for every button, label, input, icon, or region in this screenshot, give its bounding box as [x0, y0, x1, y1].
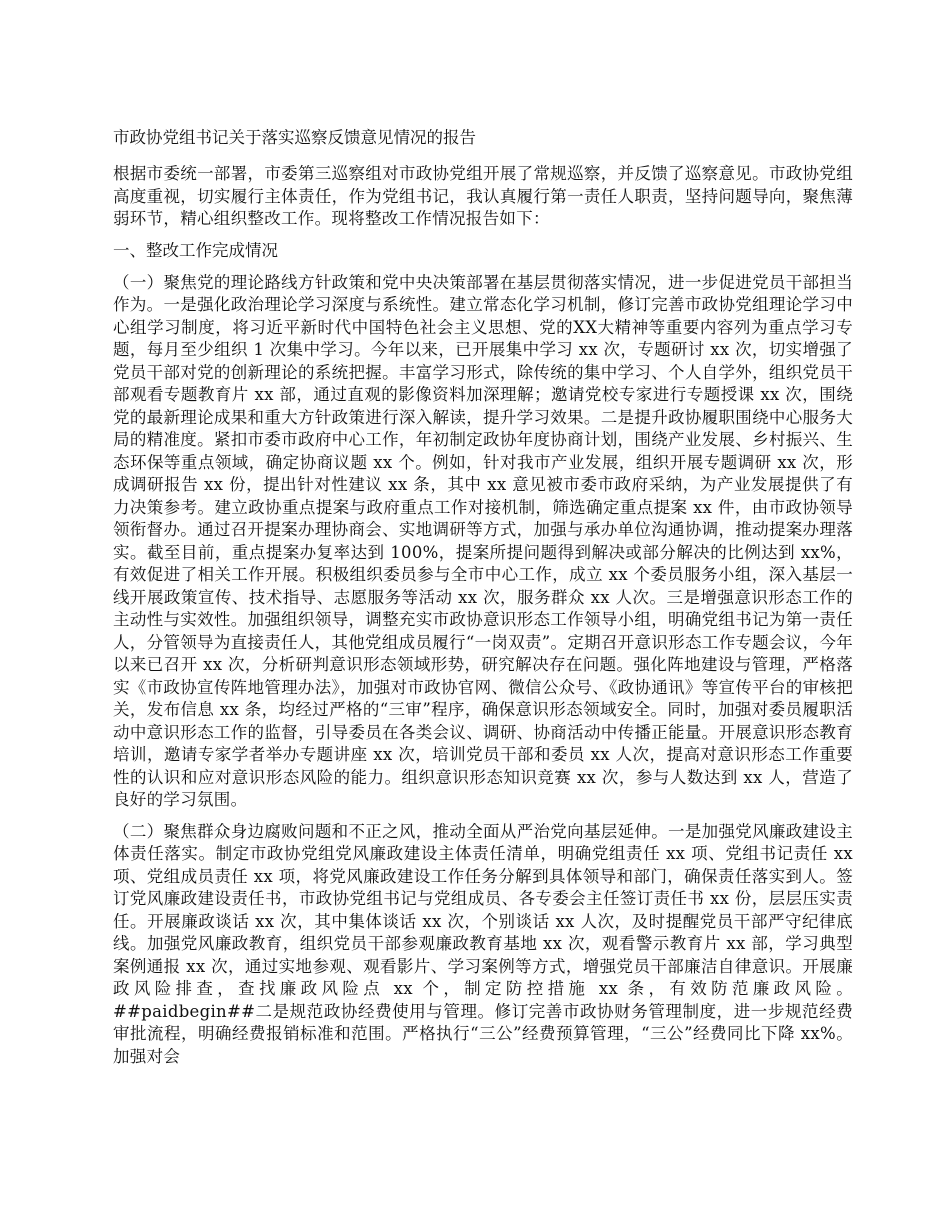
intro-paragraph: 根据市委统一部署，市委第三巡察组对市政协党组开展了常规巡察，并反馈了巡察意见。市政协党组高度重视，切实履行主体责任，作为党组书记，我认真履行第一责任人职责，坚持问题导向，聚焦薄弱环节，精心组织整改工作。现将整改工作情况报告如下：: [113, 164, 853, 228]
body-paragraph-2: （二）聚焦群众身边腐败问题和不正之风，推动全面从严治党向基层延伸。一是加强党风廉政建设主体责任落实。制定市政协党组党风廉政建设主体责任清单，明确党组责任 xx 项、党组书记责任 xx 项、党组成员责任 xx 项，将党风廉政建设工作任务分解到具体领导和部门，确保责任落实到人。签订党风廉政建设责任书，市政协党组书记与党组成员、各专委会主任签订责任书 xx 份，层层压实责任。开展廉政谈话 xx 次，其中集体谈话 xx 次，个别谈话 xx 人次，及时提醒党员干部严守纪律底线。加强党风廉政教育，组织党员干部参观廉政教育基地 xx 次，观看警示教育片 xx 部，学习典型案例通报 xx 次，通过实地参观、观看影片、学习案例等方式，增强党员干部廉洁自律意识。开展廉政风险排查，查找廉政风险点 xx 个，制定防控措施 xx 条，有效防范廉政风险。##paidbegin##二是规范政协经费使用与管理。修订完善市政协财务管理制度，进一步规范经费审批流程，明确经费报销标准和范围。严格执行“三公”经费预算管理，“三公”经费同比下降 xx%。加强对会: [113, 821, 853, 1066]
document-title: 市政协党组书记关于落实巡察反馈意见情况的报告: [113, 128, 476, 147]
section-heading: 一、整改工作完成情况: [113, 240, 278, 260]
document-page: [113, 127, 853, 1077]
body-paragraph-1: （一）聚焦党的理论路线方针政策和党中央决策部署在基层贯彻落实情况，进一步促进党员干部担当作为。一是强化政治理论学习深度与系统性。建立常态化学习机制，修订完善市政协党组理论学习中心组学习制度，将习近平新时代中国特色社会主义思想、党的XX大精神等重要内容列为重点学习专题，每月至少组织 1 次集中学习。今年以来，已开展集中学习 xx 次，专题研讨 xx 次，切实增强了党员干部对党的创新理论的系统把握。丰富学习形式，除传统的集中学习、个人自学外，组织党员干部观看专题教育片 xx 部，通过直观的影像资料加深理解；邀请党校专家进行专题授课 xx 次，围绕党的最新理论成果和重大方针政策进行深入解读，提升学习效果。二是提升政协履职围绕中心服务大局的精准度。紧扣市委市政府中心工作，年初制定政协年度协商计划，围绕产业发展、乡村振兴、生态环保等重点领域，确定协商议题 xx 个。例如，针对我市产业发展，组织开展专题调研 xx 次，形成调研报告 xx 份，提出针对性建议 xx 条，其中 xx 意见被市委市政府采纳，为产业发展提供了有力决策参考。建立政协重点提案与政府重点工作对接机制，筛选确定重点提案 xx 件，由市政协领导领衔督办。通过召开提案办理协商会、实地调研等方式，加强与承办单位沟通协调，推动提案办理落实。截至目前，重点提案办复率达到 100%，提案所提问题得到解决或部分解决的比例达到 xx%，有效促进了相关工作开展。积极组织委员参与全市中心工作，成立 xx 个委员服务小组，深入基层一线开展政策宣传、技术指导、志愿服务等活动 xx 次，服务群众 xx 人次。三是增强意识形态工作的主动性与实效性。加强组织领导，调整充实市政协意识形态工作领导小组，明确党组书记为第一责任人，分管领导为直接责任人，其他党组成员履行“一岗双责”。定期召开意识形态工作专题会议，今年以来已召开 xx 次，分析研判意识形态领域形势，研究解决存在问题。强化阵地建设与管理，严格落实《市政协宣传阵地管理办法》，加强对市政协官网、微信公众号、《政协通讯》等宣传平台的审核把关，发布信息 xx 条，均经过严格的“三审”程序，确保意识形态领域安全。同时，加强对委员履职活动中意识形态工作的监督，引导委员在各类会议、调研、协商活动中传播正能量。开展意识形态教育培训，邀请专家学者举办专题讲座 xx 次，培训党员干部和委员 xx 人次，提高对意识形态工作重要性的认识和应对意识形态风险的能力。组织意识形态知识竞赛 xx 次，参与人数达到 xx 人，营造了良好的学习氛围。: [113, 272, 853, 809]
